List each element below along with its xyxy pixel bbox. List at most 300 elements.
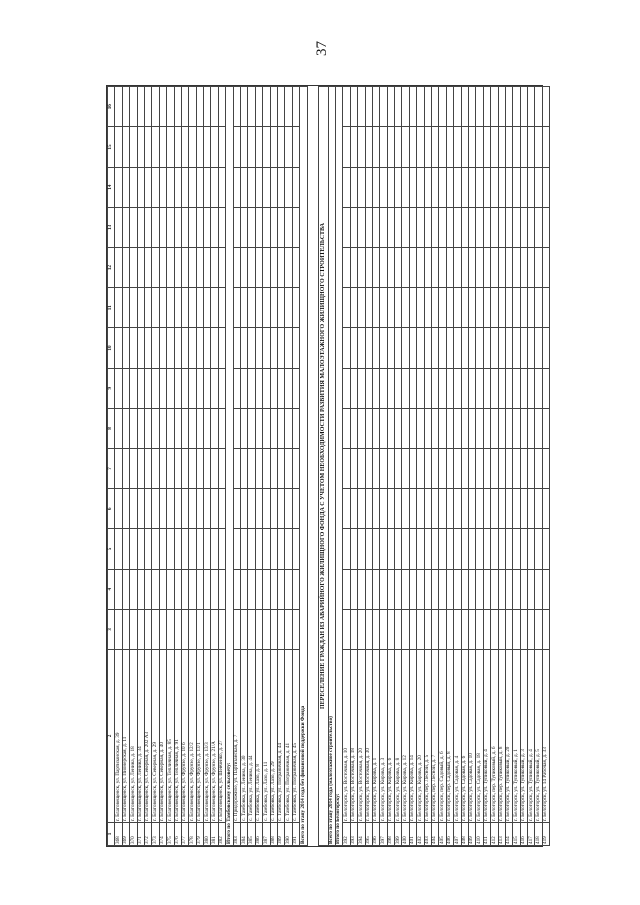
table-cell <box>542 167 549 207</box>
table-cell <box>446 127 453 167</box>
table-cell <box>270 167 277 207</box>
table-row <box>387 87 394 846</box>
table-cell <box>122 288 129 328</box>
table-cell <box>263 167 270 207</box>
table-cell <box>343 569 350 609</box>
table-row <box>343 87 350 846</box>
table-cell <box>115 167 122 207</box>
table-cell <box>248 529 255 569</box>
table-cell <box>505 408 512 448</box>
table-cell <box>491 368 498 408</box>
table-cell: г. Белогорск, пер. Садовый, д. 8 <box>446 650 453 823</box>
table-cell <box>417 127 424 167</box>
table-cell <box>483 448 490 488</box>
table-cell <box>454 489 461 529</box>
table-cell <box>196 247 203 287</box>
table-cell <box>343 408 350 448</box>
table-cell <box>144 489 151 529</box>
table-row <box>468 87 475 846</box>
table-cell <box>432 247 439 287</box>
table-cell <box>189 368 196 408</box>
table-cell <box>196 448 203 488</box>
table-cell <box>181 368 188 408</box>
table-cell <box>417 408 424 448</box>
table-cell <box>454 368 461 408</box>
table-cell <box>402 609 409 649</box>
table-cell: г. Белогорск, ул. Восточная, д. 30 <box>365 650 372 823</box>
table-row <box>358 87 365 846</box>
table-cell <box>491 87 498 127</box>
table-cell <box>350 448 357 488</box>
table-cell <box>513 328 520 368</box>
table-cell <box>520 288 527 328</box>
table-cell <box>358 167 365 207</box>
table-cell <box>211 368 218 408</box>
table-cell <box>505 368 512 408</box>
table-cell <box>189 87 196 127</box>
table-row <box>277 87 284 846</box>
table-cell <box>277 529 284 569</box>
table-cell: с. Тамбовка, ул. Пограничная, д. 41 <box>285 650 292 823</box>
table-cell <box>196 127 203 167</box>
table-cell: 398 <box>387 823 394 846</box>
table-cell <box>285 328 292 368</box>
table-cell <box>454 127 461 167</box>
table-cell: г. Белогорск, ул. Садовая, д. 4 <box>454 650 461 823</box>
table-cell <box>137 207 144 247</box>
table-cell <box>535 328 542 368</box>
table-cell: г. Благовещенск, ул. Тепличная, д. 91 <box>174 650 181 823</box>
table-cell <box>152 408 159 448</box>
table-cell <box>137 167 144 207</box>
table-cell <box>513 489 520 529</box>
table-row <box>461 87 468 846</box>
table-cell: 375 <box>167 823 174 846</box>
table-cell <box>432 489 439 529</box>
table-cell <box>387 207 394 247</box>
table-cell <box>218 328 225 368</box>
table-cell <box>241 408 248 448</box>
table-cell <box>491 489 498 529</box>
table-cell <box>424 167 431 207</box>
table-cell: г. Благовещенск, ул. Северная, д. 202 А3 <box>144 650 151 823</box>
table-cell <box>270 529 277 569</box>
table-cell <box>387 368 394 408</box>
table-cell <box>285 609 292 649</box>
table-cell <box>365 609 372 649</box>
table-cell: 401 <box>409 823 416 846</box>
table-cell <box>402 448 409 488</box>
table-cell: 412 <box>491 823 498 846</box>
table-cell <box>454 408 461 448</box>
table-cell <box>380 408 387 448</box>
table-cell: 408 <box>461 823 468 846</box>
table-cell: 378 <box>189 823 196 846</box>
table-row <box>241 87 248 846</box>
table-cell <box>491 609 498 649</box>
table-cell <box>211 408 218 448</box>
table-row <box>137 87 144 846</box>
table-cell <box>218 569 225 609</box>
table-cell <box>248 368 255 408</box>
table-cell: 387 <box>263 823 270 846</box>
table-cell: г. Белогорск, пер. Лесной, д. 7 <box>432 650 439 823</box>
table-cell <box>424 247 431 287</box>
table-cell <box>130 408 137 448</box>
table-cell <box>395 368 402 408</box>
table-cell <box>468 489 475 529</box>
table-cell <box>528 87 535 127</box>
table-cell <box>263 127 270 167</box>
table-cell <box>174 489 181 529</box>
table-cell <box>241 529 248 569</box>
table-cell <box>241 87 248 127</box>
table-cell <box>498 167 505 207</box>
table-cell <box>233 87 240 127</box>
table-cell <box>144 207 151 247</box>
table-cell <box>409 167 416 207</box>
table-cell <box>159 127 166 167</box>
table-cell <box>520 448 527 488</box>
table-cell <box>255 247 262 287</box>
table-cell <box>189 328 196 368</box>
table-cell <box>292 207 299 247</box>
table-cell <box>152 167 159 207</box>
table-row <box>432 87 439 846</box>
table-cell <box>292 87 299 127</box>
table-cell <box>446 529 453 569</box>
table-cell <box>483 288 490 328</box>
table-cell <box>122 529 129 569</box>
table-cell <box>218 87 225 127</box>
table-cell <box>432 368 439 408</box>
table-cell <box>372 288 379 328</box>
table-cell <box>528 247 535 287</box>
table-cell <box>211 247 218 287</box>
table-cell <box>181 328 188 368</box>
table-cell <box>343 529 350 569</box>
table-cell <box>358 529 365 569</box>
table-cell <box>395 328 402 368</box>
table-cell <box>263 448 270 488</box>
table-cell <box>204 328 211 368</box>
table-cell <box>211 207 218 247</box>
table-cell <box>350 207 357 247</box>
table-cell <box>402 247 409 287</box>
table-cell <box>115 288 122 328</box>
table-cell <box>115 247 122 287</box>
table-cell <box>395 207 402 247</box>
table-row <box>218 87 225 846</box>
table-cell <box>204 609 211 649</box>
table-cell <box>528 609 535 649</box>
table-cell <box>387 328 394 368</box>
table-cell <box>417 328 424 368</box>
table-cell <box>130 609 137 649</box>
table-cell <box>115 448 122 488</box>
table-cell <box>167 489 174 529</box>
table-cell <box>144 87 151 127</box>
table-cell <box>365 247 372 287</box>
table-cell: 414 <box>505 823 512 846</box>
table-cell <box>130 247 137 287</box>
table-cell: с. Придорожное, ул. Партизанская, д. 7 <box>233 650 240 823</box>
table-cell <box>432 569 439 609</box>
table-cell <box>520 368 527 408</box>
table-cell <box>196 87 203 127</box>
table-cell: г. Благовещенск, ул. Фрунзе, д. 13/3 <box>204 650 211 823</box>
table-cell: 410 <box>476 823 483 846</box>
table-cell: г. Благовещенск, ул. Фрунзе, д. 13/1 <box>196 650 203 823</box>
table-cell <box>535 448 542 488</box>
table-cell <box>248 247 255 287</box>
table-row <box>520 87 527 846</box>
table-cell <box>402 489 409 529</box>
table-cell <box>491 167 498 207</box>
table-cell <box>144 569 151 609</box>
table-cell <box>491 127 498 167</box>
table-cell: 417 <box>528 823 535 846</box>
table-cell <box>152 87 159 127</box>
table-cell: 411 <box>483 823 490 846</box>
table-cell <box>277 368 284 408</box>
table-cell <box>483 247 490 287</box>
table-cell <box>241 247 248 287</box>
table-cell <box>461 288 468 328</box>
table-cell <box>211 448 218 488</box>
table-cell <box>358 207 365 247</box>
table-cell <box>122 569 129 609</box>
table-row <box>483 87 490 846</box>
table-cell <box>505 87 512 127</box>
table-cell <box>365 167 372 207</box>
table-cell <box>130 207 137 247</box>
table-cell <box>233 288 240 328</box>
table-cell <box>196 408 203 448</box>
table-cell <box>380 569 387 609</box>
table-row <box>528 87 535 846</box>
table-cell <box>372 247 379 287</box>
table-cell <box>241 167 248 207</box>
table-cell: г. Белогорск, ул. Кирова, д. 12 <box>402 650 409 823</box>
table-cell <box>263 569 270 609</box>
table-cell <box>263 529 270 569</box>
table-cell <box>174 408 181 448</box>
table-cell <box>439 609 446 649</box>
table-cell <box>241 368 248 408</box>
table-cell <box>528 127 535 167</box>
table-cell: 386 <box>255 823 262 846</box>
table-cell <box>343 127 350 167</box>
table-cell <box>270 489 277 529</box>
table-cell <box>358 87 365 127</box>
table-cell <box>454 247 461 287</box>
table-cell <box>498 247 505 287</box>
table-cell <box>174 569 181 609</box>
table-cell <box>181 489 188 529</box>
table-cell <box>468 288 475 328</box>
table-cell <box>439 288 446 328</box>
table-cell: 399 <box>395 823 402 846</box>
table-cell <box>395 127 402 167</box>
table-cell <box>181 609 188 649</box>
table-cell <box>350 328 357 368</box>
table-cell: г. Белогорск, ул. Восточная, д. 20 <box>358 650 365 823</box>
table-cell <box>476 127 483 167</box>
rotated-table-wrapper <box>107 86 549 846</box>
table-cell <box>255 207 262 247</box>
table-cell <box>196 328 203 368</box>
table-cell <box>476 368 483 408</box>
table-cell <box>409 609 416 649</box>
table-cell <box>130 368 137 408</box>
table-cell: с. Тамбовка, ул. Пограничная, д. 44 <box>277 650 284 823</box>
table-cell <box>189 207 196 247</box>
table-row <box>122 87 129 846</box>
table-cell <box>122 408 129 448</box>
table-cell <box>248 609 255 649</box>
table-cell <box>528 569 535 609</box>
table-cell <box>189 529 196 569</box>
table-cell <box>285 127 292 167</box>
table-cell <box>292 127 299 167</box>
table-cell <box>181 288 188 328</box>
table-cell <box>241 448 248 488</box>
table-cell <box>513 247 520 287</box>
table-cell <box>277 288 284 328</box>
table-cell: 388 <box>270 823 277 846</box>
table-cell <box>372 127 379 167</box>
table-cell <box>542 408 549 448</box>
table-cell <box>432 167 439 207</box>
table-cell <box>115 489 122 529</box>
table-cell: с. Тамбовка, ул. Ленина, д. 44 <box>248 650 255 823</box>
table-cell <box>372 448 379 488</box>
table-cell <box>483 328 490 368</box>
table-cell <box>181 87 188 127</box>
table-cell <box>454 529 461 569</box>
table-cell: с. Тамбовка, ул. Пограничная, д. 45 <box>292 650 299 823</box>
table-stage <box>106 85 549 847</box>
table-cell <box>461 247 468 287</box>
table-cell <box>144 288 151 328</box>
table-cell <box>372 328 379 368</box>
table-cell <box>461 368 468 408</box>
table-cell <box>402 408 409 448</box>
table-cell <box>358 288 365 328</box>
table-cell <box>535 489 542 529</box>
table-cell <box>233 408 240 448</box>
table-cell <box>204 489 211 529</box>
table-cell <box>498 328 505 368</box>
table-cell <box>461 408 468 448</box>
table-cell <box>241 207 248 247</box>
table-cell <box>505 328 512 368</box>
table-cell: г. Благовещенск, ул. Фрунзе, д. 12/2 <box>189 650 196 823</box>
table-cell <box>204 87 211 127</box>
table-cell <box>137 328 144 368</box>
table-cell <box>263 328 270 368</box>
table-cell <box>454 328 461 368</box>
table-cell <box>115 529 122 569</box>
table-cell: г. Белогорск, ул. 14 Рабочая, д. 33 <box>542 650 549 823</box>
table-cell <box>542 609 549 649</box>
table-cell <box>350 167 357 207</box>
table-cell: 1 <box>108 823 115 846</box>
table-cell <box>343 288 350 328</box>
table-row <box>424 87 431 846</box>
table-cell <box>189 569 196 609</box>
table-cell <box>144 247 151 287</box>
table-cell: г. Белогорск, ул. Восточная, д. 18 <box>350 650 357 823</box>
table-cell <box>122 609 129 649</box>
table-cell <box>343 609 350 649</box>
table-cell <box>152 247 159 287</box>
table-cell: 383 <box>233 823 240 846</box>
table-cell <box>144 368 151 408</box>
table-cell <box>424 87 431 127</box>
table-cell <box>350 489 357 529</box>
table-cell <box>263 207 270 247</box>
table-cell <box>211 127 218 167</box>
table-cell <box>528 167 535 207</box>
table-cell: 2 <box>108 650 115 823</box>
table-cell <box>350 368 357 408</box>
table-cell <box>402 288 409 328</box>
table-cell <box>476 167 483 207</box>
table-cell: г. Благовещенск, ул. Фрунзе, д. 21/А <box>211 650 218 823</box>
table-cell <box>277 448 284 488</box>
table-cell <box>528 368 535 408</box>
table-cell <box>211 87 218 127</box>
table-row <box>535 87 542 846</box>
table-cell: 394 <box>358 823 365 846</box>
table-row <box>454 87 461 846</box>
table-cell <box>461 569 468 609</box>
table-cell <box>292 529 299 569</box>
table-cell: 382 <box>218 823 225 846</box>
table-cell: 5 <box>108 529 115 569</box>
table-cell <box>196 167 203 207</box>
table-cell <box>372 609 379 649</box>
table-cell <box>395 247 402 287</box>
table-row <box>189 87 196 846</box>
table-cell: г. Белогорск, ул. Кирова, д. 8 <box>395 650 402 823</box>
table-cell <box>248 489 255 529</box>
table-cell: 385 <box>248 823 255 846</box>
table-cell <box>292 328 299 368</box>
table-cell: 6 <box>108 489 115 529</box>
table-cell <box>468 448 475 488</box>
table-cell <box>218 247 225 287</box>
table-cell <box>468 529 475 569</box>
table-cell <box>181 127 188 167</box>
table-cell <box>468 167 475 207</box>
table-cell <box>535 609 542 649</box>
table-cell <box>520 529 527 569</box>
table-cell <box>387 87 394 127</box>
table-row <box>115 87 122 846</box>
table-cell <box>542 368 549 408</box>
table-cell <box>417 569 424 609</box>
table-cell <box>542 489 549 529</box>
table-cell <box>491 408 498 448</box>
table-cell <box>446 247 453 287</box>
table-cell <box>432 288 439 328</box>
table-cell <box>476 448 483 488</box>
table-cell <box>159 328 166 368</box>
table-cell <box>270 569 277 609</box>
